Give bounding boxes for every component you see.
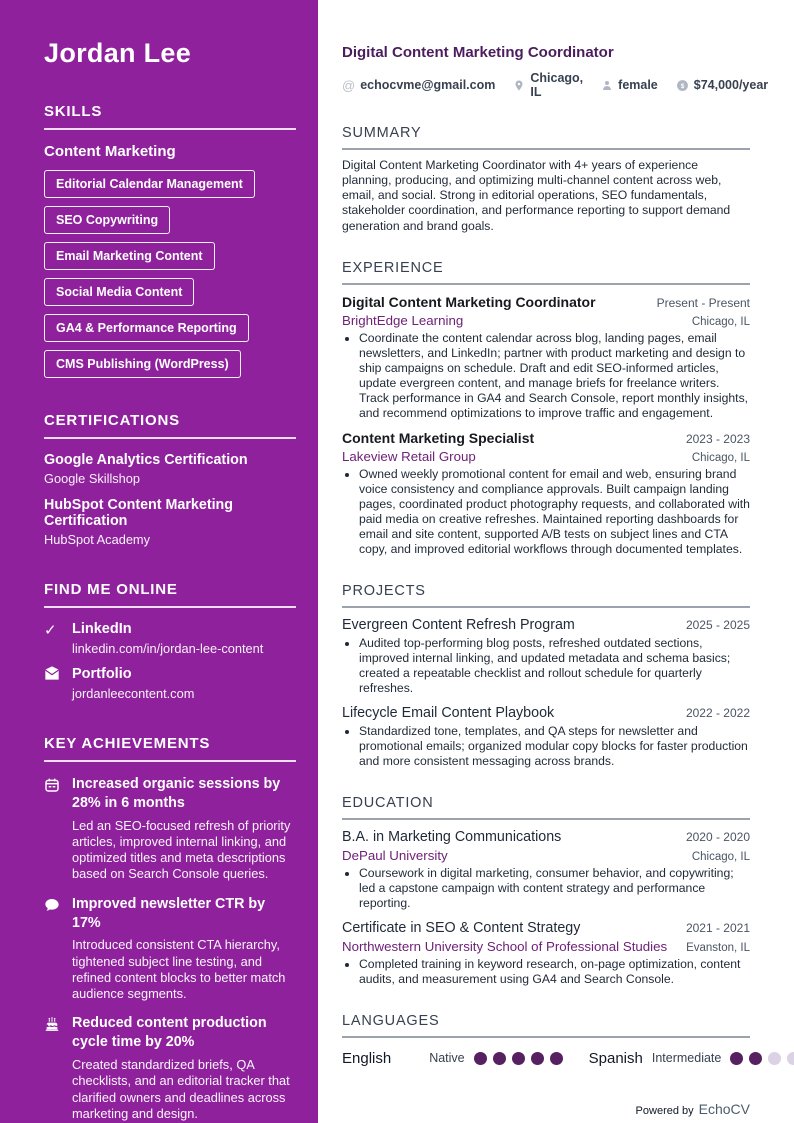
dollar-circle-icon xyxy=(676,79,689,92)
achievement-item xyxy=(44,895,296,1003)
summary-heading: SUMMARY xyxy=(342,125,750,150)
education-entry xyxy=(342,829,750,911)
education-dates: 2020 - 2020 xyxy=(685,829,750,844)
certification-item xyxy=(44,497,296,547)
key-achievements-heading: KEY ACHIEVEMENTS xyxy=(44,735,296,762)
online-link-linkedin xyxy=(44,621,296,656)
education-dates: 2021 - 2021 xyxy=(685,920,750,935)
achievement-item xyxy=(44,775,296,883)
school-location: Evanston, IL xyxy=(686,941,750,954)
skill-tag: Email Marketing Content xyxy=(44,242,215,270)
person-name: Jordan Lee xyxy=(44,38,192,68)
experience-section xyxy=(342,260,750,557)
certifications-heading: CERTIFICATIONS xyxy=(44,412,296,439)
online-link-url[interactable]: jordanleecontent.com xyxy=(72,686,195,701)
experience-heading: EXPERIENCE xyxy=(342,260,750,285)
certification-name: HubSpot Content Marketing Certification xyxy=(44,497,234,529)
education-bullet: • Coursework in digital marketing, consumer behavior, and copywriting; led a capstone campaign with content strategy and performance reporting. xyxy=(359,866,750,911)
project-title: Lifecycle Email Content Playbook xyxy=(342,704,555,721)
skill-tag: CMS Publishing (WordPress) xyxy=(44,350,241,378)
find-me-online-section xyxy=(44,581,296,701)
online-link-portfolio xyxy=(44,666,296,701)
project-dates: 2025 - 2025 xyxy=(685,617,750,632)
contact-email-value[interactable]: echocvme@gmail.com xyxy=(360,78,496,92)
job-location: Chicago, IL xyxy=(691,315,750,328)
certifications-section xyxy=(44,412,296,547)
school-name[interactable]: DePaul University xyxy=(342,847,448,863)
contact-salary-value: $74,000/year xyxy=(693,78,769,92)
language-level: Intermediate xyxy=(651,1051,722,1066)
main-column xyxy=(318,0,794,1123)
languages-section xyxy=(342,1013,750,1067)
language-name: Spanish xyxy=(588,1049,643,1067)
projects-heading: PROJECTS xyxy=(342,583,750,608)
job-bullet: • Coordinate the content calendar across blog, landing pages, email newsletters, and LinkedIn; partner with product marketing and design to ship campaigns on schedule. Draft and edit SEO-informed articles, update evergreen content, and manage briefs for freelance writers. Track performance in GA4 and Search Console, report monthly insights, and recommend optimizations to improve traffic and engagement. xyxy=(359,331,750,421)
language-level: Native xyxy=(429,1051,465,1066)
contact-gender xyxy=(601,78,658,92)
job-dates: 2023 - 2023 xyxy=(685,431,750,446)
job-location: Chicago, IL xyxy=(691,451,750,464)
certification-item xyxy=(44,452,296,486)
projects-section xyxy=(342,583,750,769)
certification-issuer: Google Skillshop xyxy=(44,471,141,486)
location-pin-icon xyxy=(513,79,525,92)
summary-text: Digital Content Marketing Coordinator with 4+ years of experience planning, producing, and optimizing multi-channel content across web, email, and social. Strong in editorial operations, SEO fundamentals, stakeholder coordination, and performance reporting to support demand generation and brand goals. xyxy=(342,158,731,233)
certification-issuer: HubSpot Academy xyxy=(44,532,150,547)
powered-by-label: Powered by xyxy=(635,1105,694,1117)
achievement-description: Led an SEO-focused refresh of priority articles, improved internal linking, and optimized titles and meta descriptions based on Search Console queries. xyxy=(72,817,291,882)
cake-icon xyxy=(44,1014,72,1122)
project-entry xyxy=(342,705,750,769)
job-dates: Present - Present xyxy=(656,295,750,310)
achievement-description: Introduced consistent CTA hierarchy, tightened subject line testing, and refined content blocks to better match audience segments. xyxy=(72,937,286,1002)
achievement-title: Improved newsletter CTR by 17% xyxy=(72,895,266,931)
person-icon xyxy=(601,79,613,92)
skill-tag: SEO Copywriting xyxy=(44,206,170,234)
education-heading: EDUCATION xyxy=(342,795,750,820)
achievement-description: Created standardized briefs, QA checklists, and an editorial tracker that clarified owners and deadlines across marketing and design. xyxy=(72,1057,290,1121)
envelope-icon xyxy=(44,666,72,701)
echocv-brand[interactable]: EchoCV xyxy=(698,1101,750,1117)
job-company[interactable]: Lakeview Retail Group xyxy=(342,448,476,464)
project-bullet: • Standardized tone, templates, and QA steps for newsletter and promotional emails; organized modular copy blocks for faster production and more consistent messaging across brands. xyxy=(359,724,750,769)
experience-entry xyxy=(342,294,750,421)
job-company[interactable]: BrightEdge Learning xyxy=(342,312,464,328)
summary-section xyxy=(342,125,750,234)
language-name: English xyxy=(342,1049,392,1067)
contact-salary xyxy=(676,78,768,92)
skills-section xyxy=(44,103,296,378)
degree-title: Certificate in SEO & Content Strategy xyxy=(342,919,581,936)
speech-bubble-icon xyxy=(44,895,72,1003)
education-bullet: • Completed training in keyword research, on-page optimization, content audits, and measurement using GA4 and Search Console. xyxy=(359,957,750,987)
achievement-title: Increased organic sessions by 28% in 6 months xyxy=(72,776,281,811)
skill-tag: Editorial Calendar Management xyxy=(44,170,255,198)
key-achievements-section xyxy=(44,735,296,1122)
contact-location-value: Chicago, IL xyxy=(530,71,584,99)
skill-tag: Social Media Content xyxy=(44,278,194,306)
education-section xyxy=(342,795,750,987)
project-bullet: • Audited top-performing blog posts, refreshed outdated sections, improved internal linking, and updated metadata and schema basics; created a repeatable checklist and rollout schedule for quarterly refreshes. xyxy=(359,636,750,696)
project-title: Evergreen Content Refresh Program xyxy=(342,616,575,633)
contact-row xyxy=(342,71,769,99)
school-name[interactable]: Northwestern University School of Professional Studies xyxy=(342,938,668,954)
job-title: Content Marketing Specialist xyxy=(342,429,535,446)
certification-name: Google Analytics Certification xyxy=(44,452,248,468)
contact-location xyxy=(513,71,583,99)
contact-gender-value: female xyxy=(618,78,658,92)
skill-group-label: Content Marketing xyxy=(44,143,176,160)
languages-row xyxy=(342,1050,750,1067)
skill-tag: GA4 & Performance Reporting xyxy=(44,314,249,342)
job-title: Digital Content Marketing Coordinator xyxy=(342,293,596,310)
online-link-label: Portfolio xyxy=(72,666,132,682)
experience-entry xyxy=(342,430,750,557)
language-dots xyxy=(730,1052,794,1065)
job-bullet: • Owned weekly promotional content for email and web, ensuring brand voice consistency and compliance approvals. Built campaign landing pages, coordinated product photography requests, and collaborated with paid media on creative refreshes. Maintained reporting dashboards for email and site content, supported A/B tests on subject lines and CTA copy, and improved editorial workflows through documented templates. xyxy=(359,467,750,557)
school-location: Chicago, IL xyxy=(691,850,750,863)
project-entry xyxy=(342,617,750,696)
at-icon: @ xyxy=(342,77,356,93)
skills-heading: SKILLS xyxy=(44,103,296,130)
degree-title: B.A. in Marketing Communications xyxy=(342,828,562,845)
languages-heading: LANGUAGES xyxy=(342,1013,750,1038)
check-icon: ✓ xyxy=(44,622,57,639)
footer xyxy=(636,1101,750,1117)
achievement-item xyxy=(44,1014,296,1122)
find-me-online-heading: FIND ME ONLINE xyxy=(44,581,296,608)
sidebar xyxy=(0,0,318,1123)
contact-email xyxy=(342,78,495,93)
language-dots xyxy=(474,1052,563,1065)
svg-text:$: $ xyxy=(680,82,685,90)
achievement-title: Reduced content production cycle time by 20% xyxy=(72,1015,267,1051)
online-link-label: LinkedIn xyxy=(72,621,132,637)
resume-title: Digital Content Marketing Coordinator xyxy=(342,44,614,61)
education-entry xyxy=(342,920,750,987)
project-dates: 2022 - 2022 xyxy=(685,705,750,720)
online-link-url[interactable]: linkedin.com/in/jordan-lee-content xyxy=(72,641,264,656)
calendar-icon xyxy=(44,775,72,883)
